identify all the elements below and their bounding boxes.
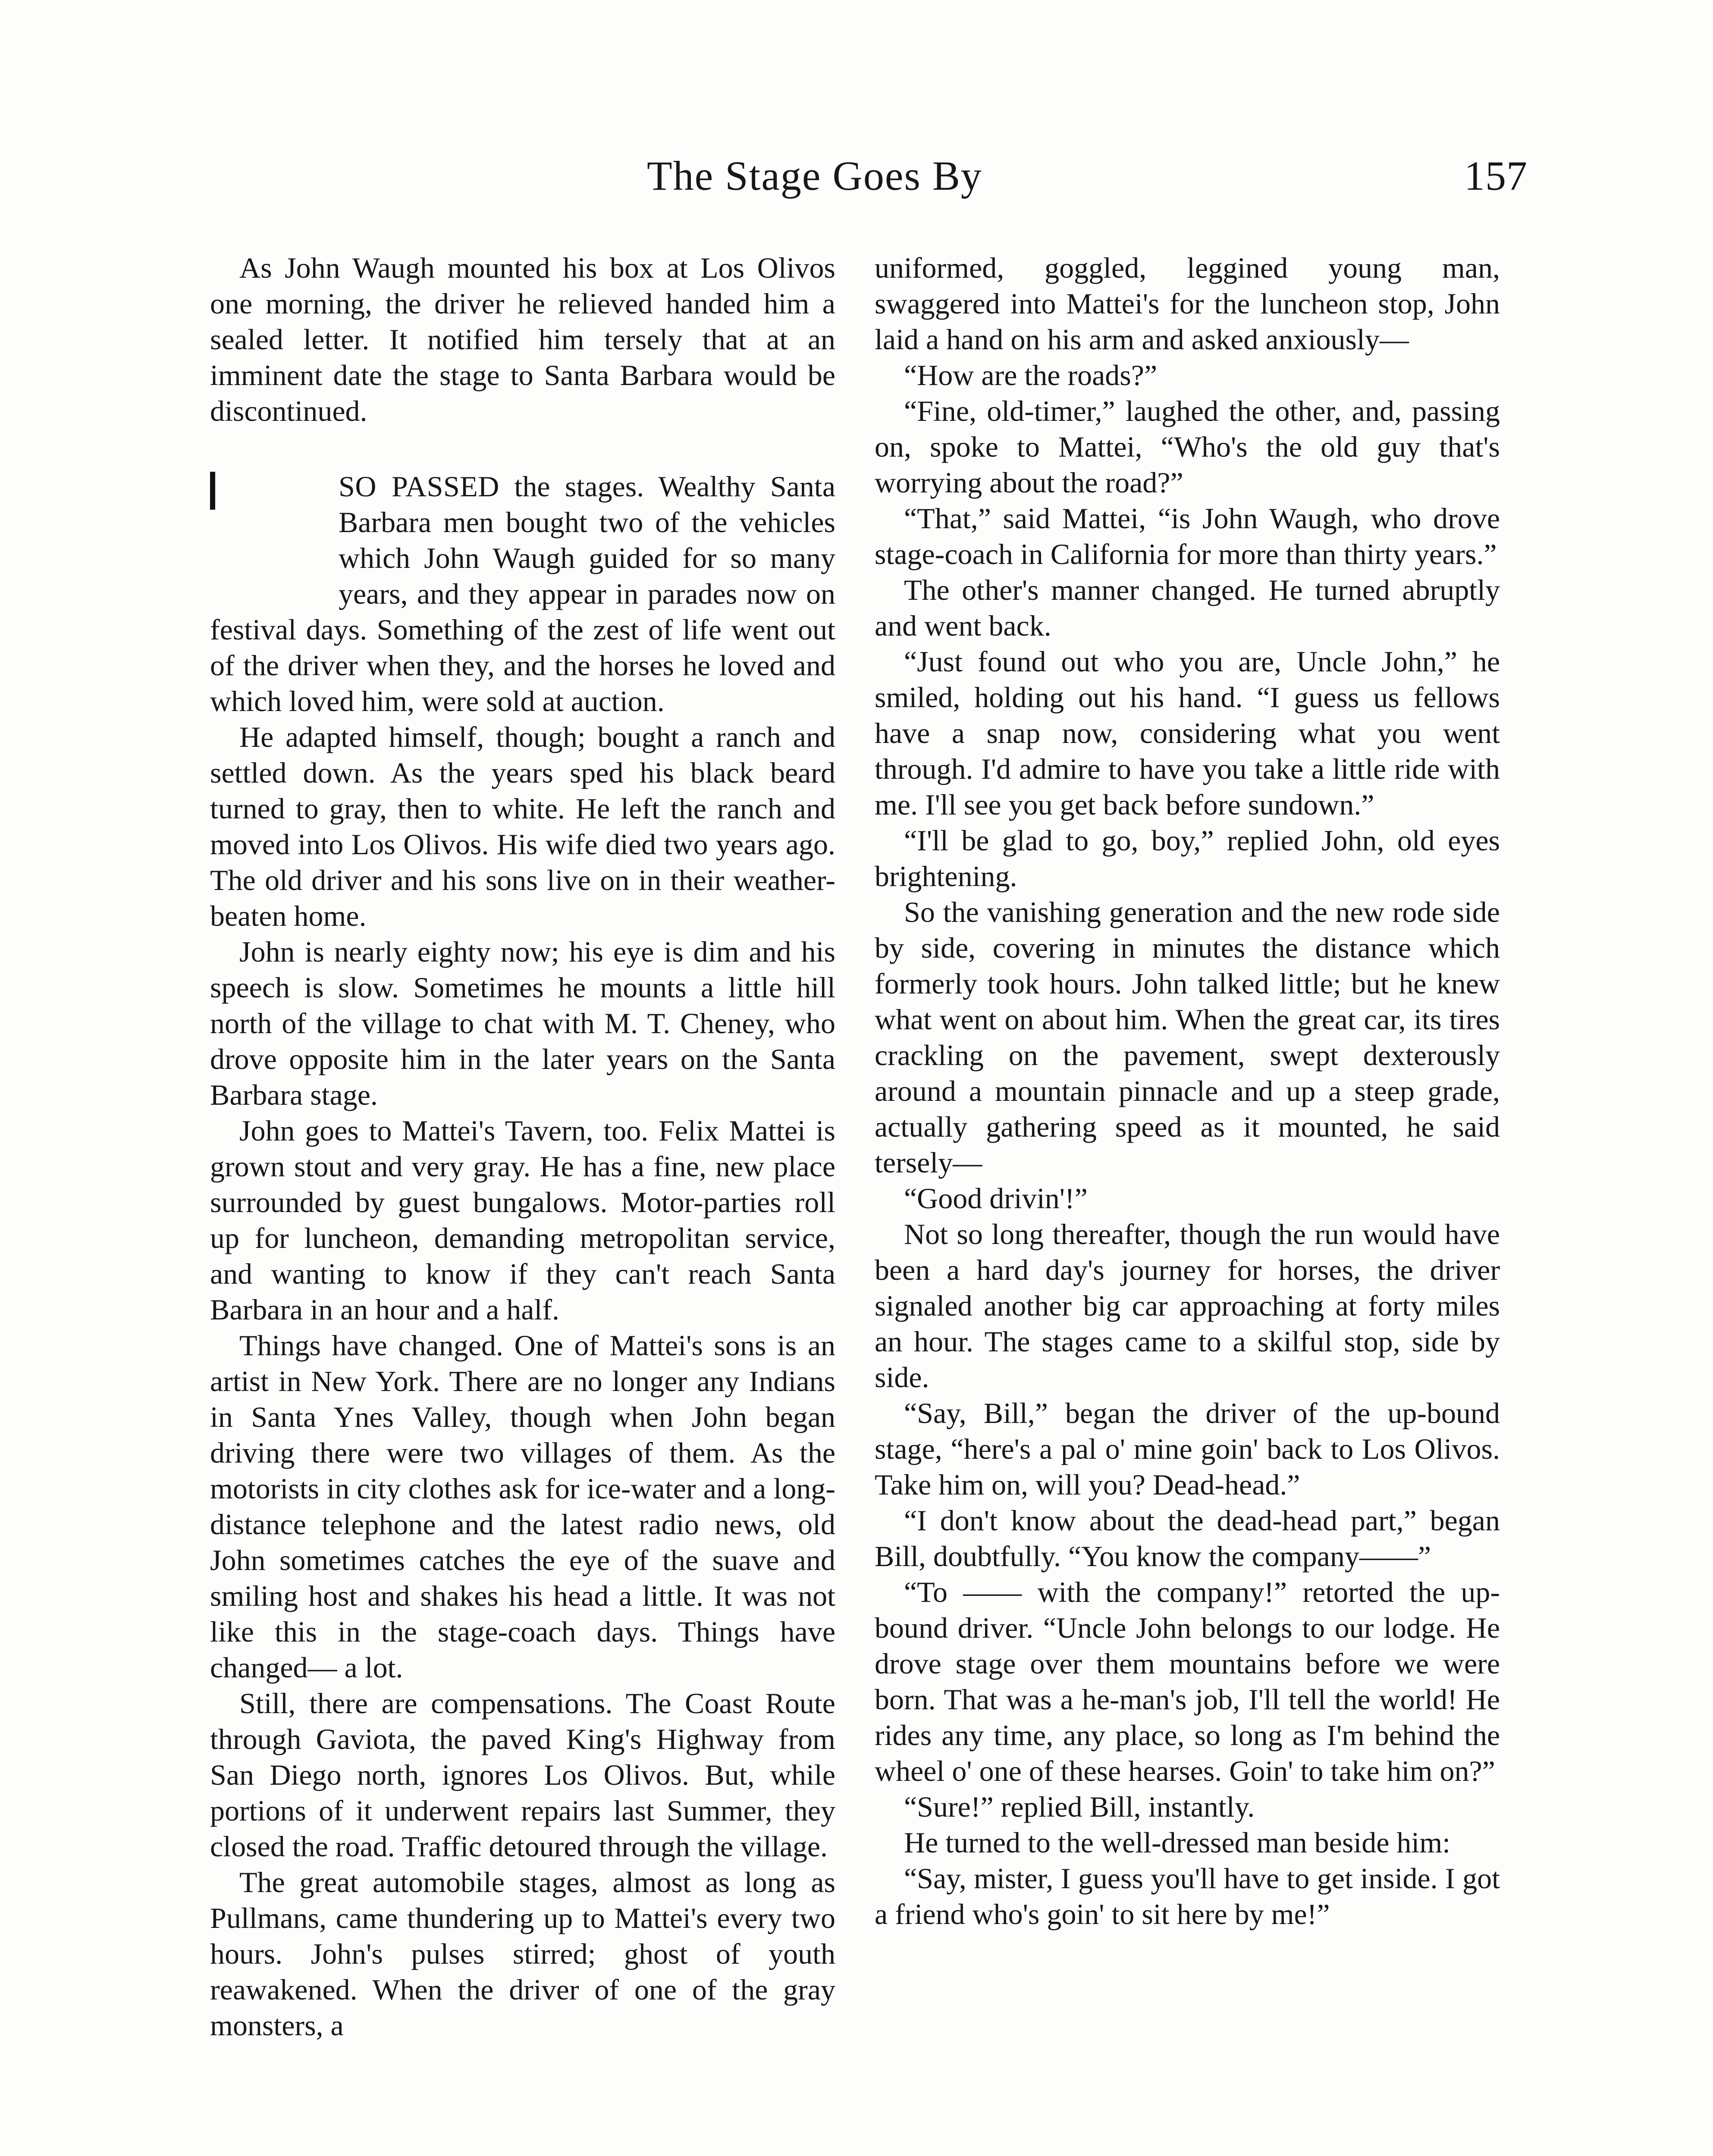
running-head	[0, 155, 1713, 216]
paragraph: “Just found out who you are, Uncle John,” he smiled, holding out his hand. “I guess us fellows have a snap now, considering what you went through. I'd admire to have you take a little ride with me. I'll see you get back before sundown.”	[875, 645, 1500, 821]
paragraph: “Fine, old-timer,” laughed the other, and, passing on, spoke to Mattei, “Who's the old guy that's worrying about the road?”	[875, 395, 1500, 499]
paragraph: uniformed, goggled, leggined young man, swaggered into Mattei's for the luncheon stop, John laid a hand on his arm and asked anxiously—	[875, 251, 1500, 356]
page-number: 157	[1464, 153, 1528, 199]
running-title: The Stage Goes By	[647, 153, 982, 199]
paragraph: Not so long thereafter, though the run would have been a hard day's journey for horses, the driver signaled another big car approaching at forty miles an hour. The stages came to a skilful stop, side by side.	[875, 1218, 1500, 1394]
paragraph: The other's manner changed. He turned abruptly and went back.	[875, 573, 1500, 642]
paragraph: “I don't know about the dead-head part,” began Bill, doubtfully. “You know the company——”	[875, 1504, 1500, 1573]
section-break	[210, 429, 835, 469]
dialogue-line: “How are the roads?”	[904, 359, 1158, 392]
dialogue-line: “Good drivin'!”	[904, 1182, 1088, 1215]
paragraph: “I'll be glad to go, boy,” replied John, old eyes brightening.	[875, 824, 1500, 893]
paragraph: John goes to Mattei's Tavern, too. Felix Mattei is grown stout and very gray. He has a fine, new place surrounded by guest bungalows. Motor-parties roll up for luncheon, demanding metropolitan service, and wanting to know if they can't reach Santa Barbara in an hour and a half.	[210, 1114, 835, 1326]
paragraph: Things have changed. One of Mattei's sons is an artist in New York. There are no longer any Indians in Santa Ynes Valley, though when John began driving there were two villages of them. As the motorists in city clothes ask for ice-water and a long-distance telephone and the latest radio news, old John sometimes catches the eye of the suave and smiling host and shakes his head a little. It was not like this in the stage-coach days. Things have changed— a lot.	[210, 1329, 835, 1684]
paragraph: “Say, Bill,” began the driver of the up-bound stage, “here's a pal o' mine goin' back to Los Olivos. Take him on, will you? Dead-head.”	[875, 1397, 1500, 1501]
paragraph: “Say, mister, I guess you'll have to get inside. I got a friend who's goin' to sit here by me!”	[875, 1862, 1500, 1930]
left-column	[210, 250, 835, 2043]
paragraph: As John Waugh mounted his box at Los Olivos one morning, the driver he relieved handed him a sealed letter. It notified him tersely that at an imminent date the stage to Santa Barbara would be discontinued.	[210, 251, 835, 427]
dropcap-illustration	[210, 473, 326, 577]
paragraph-text: the stages. Wealthy Santa Barbara men bought two of the vehicles which John Waugh guided for so many years, and they appear in parades now on festival days. Something of the zest of life went out of the driver when they, and the horses he loved and which loved him, were sold at auction.	[210, 470, 835, 718]
paragraph: He adapted himself, though; bought a ranch and settled down. As the years sped his black beard turned to gray, then to white. He left the ranch and moved into Los Olivos. His wife died two years ago. The old driver and his sons live on in their weather-beaten home.	[210, 721, 835, 932]
paragraph: “Sure!” replied Bill, instantly.	[904, 1790, 1255, 1823]
paragraph: The great automobile stages, almost as long as Pullmans, came thundering up to Mattei's every two hours. John's pulses stirred; ghost of youth reawakened. When the driver of one of the gray monsters, a	[210, 1866, 835, 2042]
paragraph: John is nearly eighty now; his eye is dim and his speech is slow. Sometimes he mounts a little hill north of the village to chat with M. T. Cheney, who drove opposite him in the later years on the Santa Barbara stage.	[210, 935, 835, 1111]
paragraph: He turned to the well-dressed man beside him:	[904, 1826, 1451, 1859]
paragraph: “To —— with the company!” retorted the up-bound driver. “Uncle John belongs to our lodge. He drove stage over them mountains before we were born. That was a he-man's job, I'll tell the world! He rides any time, any place, so long as I'm behind the wheel o' one of these hearses. Goin' to take him on?”	[875, 1576, 1500, 1787]
paragraph: “That,” said Mattei, “is John Waugh, who drove stage-coach in California for more than thirty years.”	[875, 502, 1500, 570]
dropcap-paragraph	[210, 469, 835, 719]
paragraph: So the vanishing generation and the new rode side by side, covering in minutes the distance which formerly took hours. John talked little; but he knew what went on about him. When the great car, its tires crackling on the pavement, swept dexterously around a mountain pinnacle and up a steep grade, actually gathering speed as it mounted, he said tersely—	[875, 896, 1500, 1179]
paragraph: Still, there are compensations. The Coast Route through Gaviota, the paved King's Highway from San Diego north, ignores Los Olivos. But, while portions of it underwent repairs last Summer, they closed the road. Traffic detoured through the village.	[210, 1687, 835, 1863]
dropcap-portrait-icon	[210, 472, 215, 510]
dropcap-lead-text: SO PASSED	[339, 470, 499, 503]
right-column	[875, 250, 1500, 1932]
